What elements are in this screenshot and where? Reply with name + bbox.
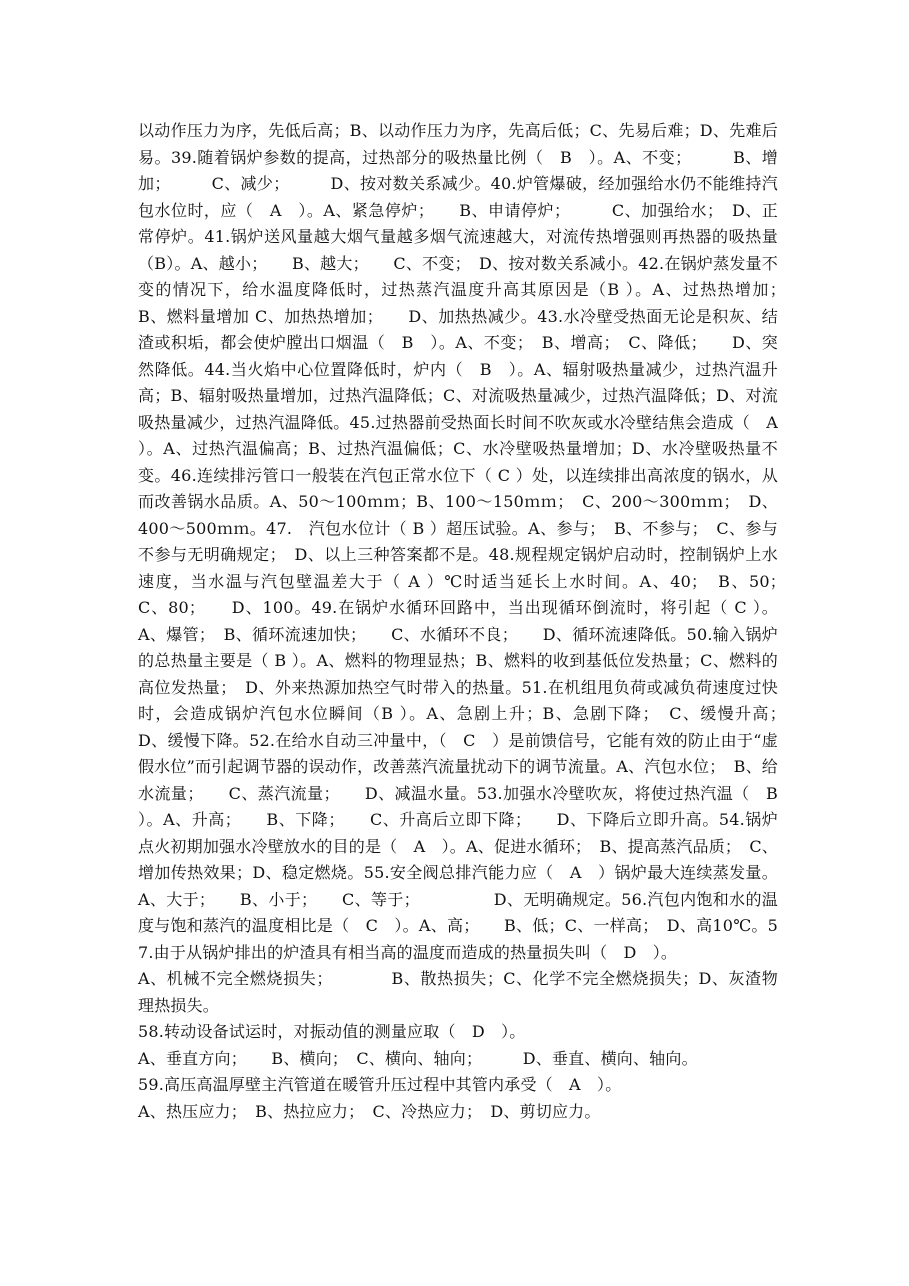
question-text-block	[138, 118, 811, 1125]
questions-38-57-paragraph: 以动作压力为序，先低后高；B、以动作压力为序，先高后低；C、先易后难；D、先难后易。39.随着锅炉参数的提高，过热部分的吸热量比例（ B ）。A、不变； B、增加； C、减少； D、按对数关系减少。40.炉管爆破，经加强给水仍不能维持汽包水位时，应（ A ）。A、紧急停炉； B、申请停炉； C、加强给水； D、正常停炉。41.锅炉送风量越大烟气量越多烟气流速越大，对流传热增强则再热器的吸热量（B）。A、越小； B、越大； C、不变； D、按对数关系减小。42.在锅炉蒸发量不变的情况下，给水温度降低时，过热蒸汽温度升高其原因是（B ）。A、过热热增加； B、燃料量增加 C、加热热增加； D、加热热减少。43.水冷壁受热面无论是积灰、结渣或积垢，都会使炉膛出口烟温（ B ）。A、不变； B、增高； C、降低； D、突然降低。44.当火焰中心位置降低时，炉内（ B ）。A、辐射吸热量减少，过热汽温升高；B、辐射吸热量增加，过热汽温降低；C、对流吸热量减少，过热汽温降低；D、对流吸热量减少，过热汽温降低。45.过热器前受热面长时间不吹灰或水冷壁结焦会造成（ A ）。A、过热汽温偏高；B、过热汽温偏低；C、水冷壁吸热量增加；D、水冷壁吸热量不变。46.连续排污管口一般装在汽包正常水位下（ C ）处，以连续排出高浓度的锅水，从而改善锅水品质。A、50～100ｍｍ；B、100～150ｍｍ； C、200～300ｍｍ； D、400～500ｍｍ。47. 汽包水位计（ B ）超压试验。A、参与； B、不参与； C、参与不参与无明确规定； D、以上三种答案都不是。48.规程规定锅炉启动时，控制锅炉上水速度，当水温与汽包壁温差大于（ A ）℃时适当延长上水时间。A、40； B、50； C、80； D、100。49.在锅炉水循环回路中，当出现循环倒流时，将引起（ C ）。A、爆管； B、循环流速加快； C、水循环不良； D、循环流速降低。50.输入锅炉的总热量主要是（ B ）。A、燃料的物理显热；B、燃料的收到基低位发热量；C、燃料的高位发热量； D、外来热源加热空气时带入的热量。51.在机组甩负荷或减负荷速度过快时，会造成锅炉汽包水位瞬间（B ）。A、急剧上升；B、急剧下降； C、缓慢升高； D、缓慢下降。52.在给水自动三冲量中，（ C ）是前馈信号，它能有效的防止由于“虚假水位”而引起调节器的误动作，改善蒸汽流量扰动下的调节流量。A、汽包水位； B、给水流量； C、蒸汽流量； D、减温水量。53.加强水冷壁吹灰，将使过热汽温（ B ）。A、升高； B、下降； C、升高后立即下降； D、下降后立即升高。54.锅炉点火初期加强水冷壁放水的目的是（ A ）。A、促进水循环； B、提高蒸汽品质； C、增加传热效果；D、稳定燃烧。55.安全阀总排汽能力应（ A ）锅炉最大连续蒸发量。A、大于； B、小于； C、等于； D、无明确规定。56.汽包内饱和水的温度与饱和蒸汽的温度相比是（ C ）。A、高； B、低；C、一样高； D、高10℃。57.由于从锅炉排出的炉渣具有相当高的温度而造成的热量损失叫（ D ）。	[138, 121, 811, 962]
question-57-options: A、机械不完全燃烧损失； B、散热损失；C、化学不完全燃烧损失；D、灰渣物理热损失。	[138, 969, 778, 1015]
question-58-stem: 58.转动设备试运时，对振动值的测量应取（ D ）。	[138, 1022, 526, 1041]
question-58-options: A、垂直方向； B、横向； C、横向、轴向； D、垂直、横向、轴向。	[138, 1048, 698, 1068]
question-59-options: A、热压应力； B、热拉应力； C、冷热应力； D、剪切应力。	[138, 1101, 601, 1121]
question-59-stem: 59.高压高温厚壁主汽管道在暖管升压过程中其管内承受（ A ）。	[138, 1075, 622, 1094]
